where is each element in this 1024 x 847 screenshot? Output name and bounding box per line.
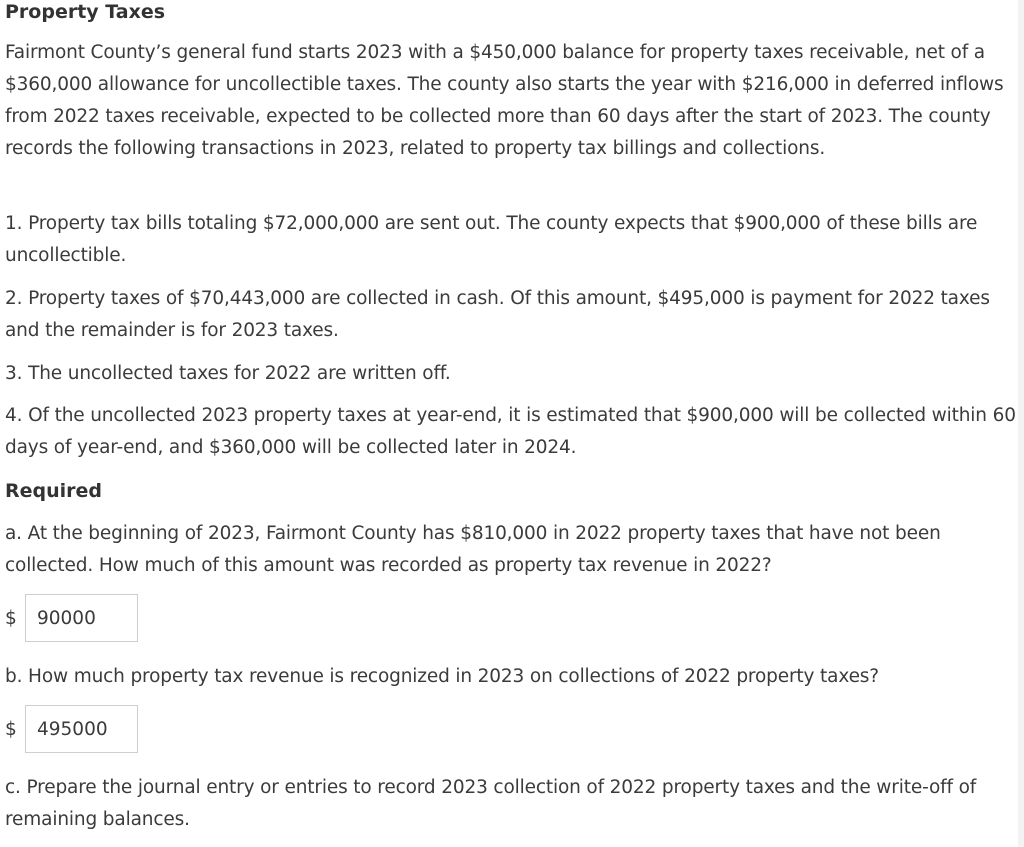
required-heading: Required <box>5 480 103 502</box>
transaction-3: 3. The uncollected taxes for 2022 are written off. <box>5 363 451 384</box>
transaction-2: 2. Property taxes of $70,443,000 are collected in cash. Of this amount, $495,000 is payment for 2022 taxes and the remainder is for 2023 taxes. <box>5 288 990 341</box>
transaction-1: 1. Property tax bills totaling $72,000,000 are sent out. The county expects that $900,000 of these bills are uncollectible. <box>5 213 978 266</box>
currency-symbol: $ <box>5 607 17 629</box>
question-c: c. Prepare the journal entry or entries to record 2023 collection of 2022 property taxes and the write-off of remaining balances. <box>5 777 977 830</box>
transaction-4: 4. Of the uncollected 2023 property taxes at year-end, it is estimated that $900,000 will be collected within 60 days of year-end, and $360,000 will be collected later in 2024. <box>5 405 1016 458</box>
answer-a-input[interactable]: 90000 <box>25 594 138 642</box>
page-title: Property Taxes <box>5 1 166 23</box>
answer-a-row <box>5 593 138 643</box>
scrollbar-track[interactable] <box>1018 0 1024 847</box>
question-a: a. At the beginning of 2023, Fairmont County has $810,000 in 2022 property taxes that have not been collected. How much of this amount was recorded as property tax revenue in 2022? <box>5 523 941 576</box>
currency-symbol: $ <box>5 718 17 740</box>
intro-paragraph: Fairmont County’s general fund starts 2023 with a $450,000 balance for property taxes receivable, net of a $360,000 allowance for uncollectible taxes. The county also starts the year with $216,000 in deferred inflows from 2022 taxes receivable, expected to be collected more than 60 days after the start of 2023. The county records the following transactions in 2023, related to property tax billings and collections. <box>5 42 1004 159</box>
question-b: b. How much property tax revenue is recognized in 2023 on collections of 2022 property taxes? <box>5 666 879 687</box>
answer-b-input[interactable]: 495000 <box>25 705 138 753</box>
answer-b-row <box>5 704 138 754</box>
